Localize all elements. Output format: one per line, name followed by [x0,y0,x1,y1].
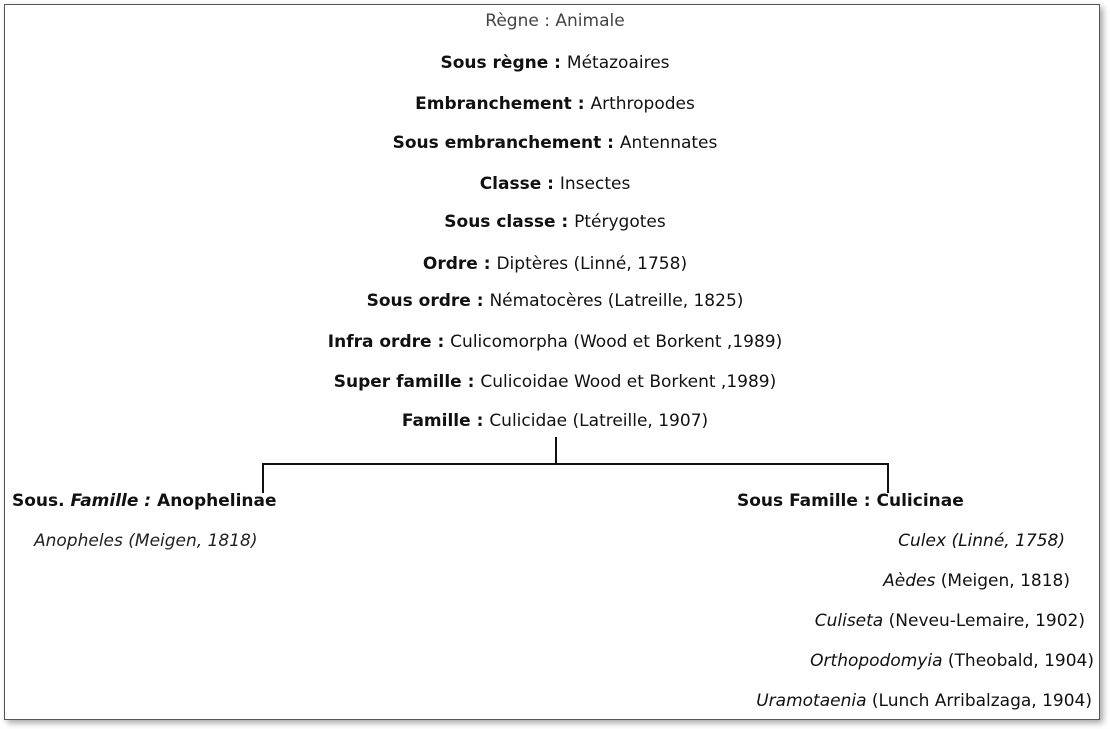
right-genus-aedes: Aèdes (Meigen, 1818) [883,571,1070,591]
right-genus-uramotaenia: Uramotaenia (Lunch Arribalzaga, 1904) [756,691,1092,711]
left-subfamily-title: Sous. Famille : Anophelinae [12,491,277,511]
right-genus-culiseta: Culiseta (Neveu-Lemaire, 1902) [814,611,1085,631]
right-subfamily-title: Sous Famille : Culicinae [737,491,964,511]
connector-stem [555,437,557,464]
taxon-super-famille: Super famille : Culicoidae Wood et Borkent ,1989) [333,372,777,392]
right-genus-culex: Culex (Linné, 1758) [898,531,1065,551]
taxon-sous-ordre: Sous ordre : Nématocères (Latreille, 1825) [366,291,744,311]
taxon-embranchement: Embranchement : Arthropodes [415,94,695,114]
taxon-famille: Famille : Culicidae (Latreille, 1907) [401,411,709,431]
taxon-sous-embranchement: Sous embranchement : Antennates [392,133,718,153]
taxon-regne: Règne : Animale [485,11,625,31]
taxon-infra-ordre: Infra ordre : Culicomorpha (Wood et Borkent ,1989) [327,332,783,352]
taxon-sous-regne: Sous règne : Métazoaires [440,53,670,73]
right-genus-orthopodomyia: Orthopodomyia (Theobald, 1904) [810,651,1094,671]
taxon-classe: Classe : Insectes [479,174,631,194]
connector-bar [262,463,889,465]
taxon-sous-classe: Sous classe : Ptérygotes [444,212,666,232]
connector-right-drop [887,463,889,493]
taxon-ordre: Ordre : Diptères (Linné, 1758) [422,254,688,274]
connector-left-drop [262,463,264,493]
left-genus-anopheles: Anopheles (Meigen, 1818) [34,531,258,551]
